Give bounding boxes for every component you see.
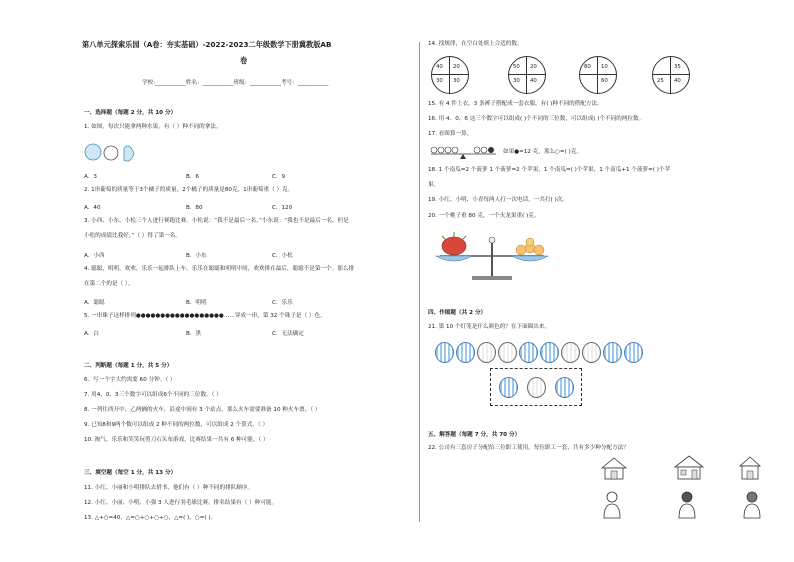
q5-option-b[interactable]: B．黑 [186, 331, 202, 337]
person-icon [675, 490, 699, 520]
q20-text: 20. 一个桃子重 80 克，一个火龙果重( )克。 [428, 213, 540, 219]
lantern-2 [456, 342, 475, 363]
q15-text: 15. 有 4 件上衣，3 条裤子搭配成一套衣服，有( )种不同的搭配方法。 [428, 101, 603, 107]
q5-text: 5. 一串珠子这样排列●●●●●●●●●●●●●●●●●●……穿成一串，第 32 个珠子是（ ）色。 [84, 313, 326, 319]
q14-text: 14. 找规律，在空白处填上合适的数。 [428, 41, 523, 47]
q1-text: 1. 如图，每次只能拿两种水果，有（ ）种不同的拿法。 [84, 124, 222, 130]
section-choice: 一、选择题（每题 2 分，共 10 分） [84, 110, 177, 116]
section-judge: 二、判断题（每题 1 分，共 5 分） [84, 363, 173, 369]
q1-option-c[interactable]: C．9 [272, 174, 286, 180]
q8-text: 8. 一列往西开中、乙两辆的火车，沿途中间有 3 个站点，那么火车需要准备 10 种火车票。（ ） [84, 407, 321, 413]
q19-text: 19. 小红、小明、小青每两人打一次电话，一共打( )次。 [428, 197, 568, 203]
q2-option-b[interactable]: B．80 [186, 205, 203, 211]
pattern-circle-3[interactable]: 80 10 60 [579, 56, 617, 94]
q1-option-b[interactable]: B．6 [186, 174, 199, 180]
q11-text: 11. 小红、小丽和小明排队去借书，他们有（ ）种不同的排队顺序。 [84, 485, 254, 491]
lantern-7 [561, 342, 580, 363]
lantern-10 [624, 342, 643, 363]
bead-balance-image [430, 145, 500, 161]
q6-text: 6．写一个字大约需要 60 分钟。（ ） [84, 377, 176, 383]
q17-subtext: 如果●=12 克，那么○=( )克。 [503, 149, 582, 155]
lantern-1 [435, 342, 454, 363]
section-draw: 四、作图题（共 2 分） [428, 310, 487, 316]
pattern-circle-4[interactable]: 35 25 40 [652, 56, 690, 94]
q22-text: 22. 公司有三套房子分配给三位职工使用，每位职工一套，共有多少种分配方法？ [428, 445, 629, 451]
q13-text: 13. △+○=40，△=○+○+○+○，△=( )，○=( )。 [84, 515, 217, 521]
q16-text: 16. 用 4、0、6 这三个数字可以组成( )个不同的三位数，可以组成( )个不同的两位数。 [428, 116, 645, 122]
column-divider [419, 42, 420, 522]
lantern-3 [477, 342, 496, 363]
student-info-line: 学校:___________姓名：___________班级：___________考号：___________ [142, 80, 329, 86]
section-solve: 五、解答题（每题 7 分，共 70 分） [428, 432, 521, 438]
q3-text-line1: 3. 小西、小东、小松三个人进行赛跑比赛。小松说：“我不是最后一名，”小东说：“我也不是最后一名，但是 [84, 218, 349, 224]
answer-lantern-1[interactable] [499, 377, 518, 398]
answer-lantern-3[interactable] [555, 377, 574, 398]
house-icon [738, 455, 762, 481]
q3-option-a[interactable]: A．小西 [84, 253, 105, 259]
q4-text-line1: 4. 聪聪，明明，欢欢，乐乐一起排队上车。乐乐在聪聪和明明中间，欢欢排在最后，聪聪不是第一个。那么排 [84, 266, 355, 272]
lantern-5 [519, 342, 538, 363]
house-icon [673, 454, 705, 480]
q21-text: 21. 第 10 个灯笼是什么颜色的？在下面圈出来。 [428, 324, 551, 330]
q18-text-line2: 果。 [428, 182, 440, 188]
q10-text: 10. 淘气、乐乐和笑笑玩剪刀石头布游戏，比赛结果一共有 6 种可能。（ ） [84, 437, 269, 443]
scale-image [432, 230, 552, 286]
lantern-9 [603, 342, 622, 363]
q17-text: 17. 看图算一算。 [428, 131, 473, 137]
q2-option-c[interactable]: C．120 [272, 205, 293, 211]
q4-option-a[interactable]: A．聪聪 [84, 300, 105, 306]
answer-box[interactable] [490, 368, 582, 406]
q3-option-b[interactable]: B．小东 [186, 253, 207, 259]
apple-icon [85, 144, 101, 160]
fruits-image [84, 140, 142, 162]
peach-icon [104, 146, 118, 160]
q3-option-c[interactable]: C．小松 [272, 253, 293, 259]
person-icon [600, 490, 624, 520]
q4-text-line2: 在第二个的是（ ）。 [84, 281, 134, 287]
q18-text-line1: 18. 1 个南瓜=2 个菠萝 1 个菠萝=2 个苹果，1 个南瓜=( )个苹果，1 个南瓜+1 个菠萝=( )个苹 [428, 167, 671, 173]
person-icon [740, 490, 764, 520]
answer-lantern-2[interactable] [527, 377, 546, 398]
q3-text-line2: 小松的成绩比我好。”（ ）得了第一名。 [84, 233, 181, 239]
lantern-8 [582, 342, 601, 363]
pear-icon [124, 146, 134, 161]
q7-text: 7. 用4、0、3三个数字可以组成6个不同的三位数。（ ） [84, 392, 222, 398]
peach-icon [516, 245, 526, 255]
section-fill: 三、填空题（每空 1 分，共 13 分） [84, 470, 177, 476]
q2-text: 2. 1串葡萄的质量等于3个橘子的质量，2个橘子的质量是80克，1串葡萄重（ ）克。 [84, 187, 294, 193]
q5-option-c[interactable]: C．无法确定 [272, 331, 304, 337]
lantern-4 [498, 342, 517, 363]
q5-option-a[interactable]: A．白 [84, 331, 100, 337]
q1-option-a[interactable]: A．3 [84, 174, 97, 180]
q4-option-c[interactable]: C．乐乐 [272, 300, 293, 306]
lantern-6 [540, 342, 559, 363]
q4-option-b[interactable]: B．明明 [186, 300, 207, 306]
q2-option-a[interactable]: A．40 [84, 205, 101, 211]
page-title: 第八单元探索乐园（A卷：夯实基础）-2022-2023二年级数学下册冀教版AB [82, 40, 332, 49]
house-icon [600, 456, 628, 480]
page-title-cont: 卷 [240, 56, 248, 65]
q9-text: 9. 已知8和9两个数可以组成 2 种不同的两位数，可以组成 2 个算式。（ ） [84, 422, 269, 428]
pattern-circle-2: 50 20 30 40 [508, 56, 546, 94]
pattern-circle-1: 40 20 30 30 [431, 56, 469, 94]
q12-text: 12. 小红、小丽、小明、小强 3 人进行羽毛球比赛，排名结果有（ ）种可能。 [84, 500, 277, 506]
